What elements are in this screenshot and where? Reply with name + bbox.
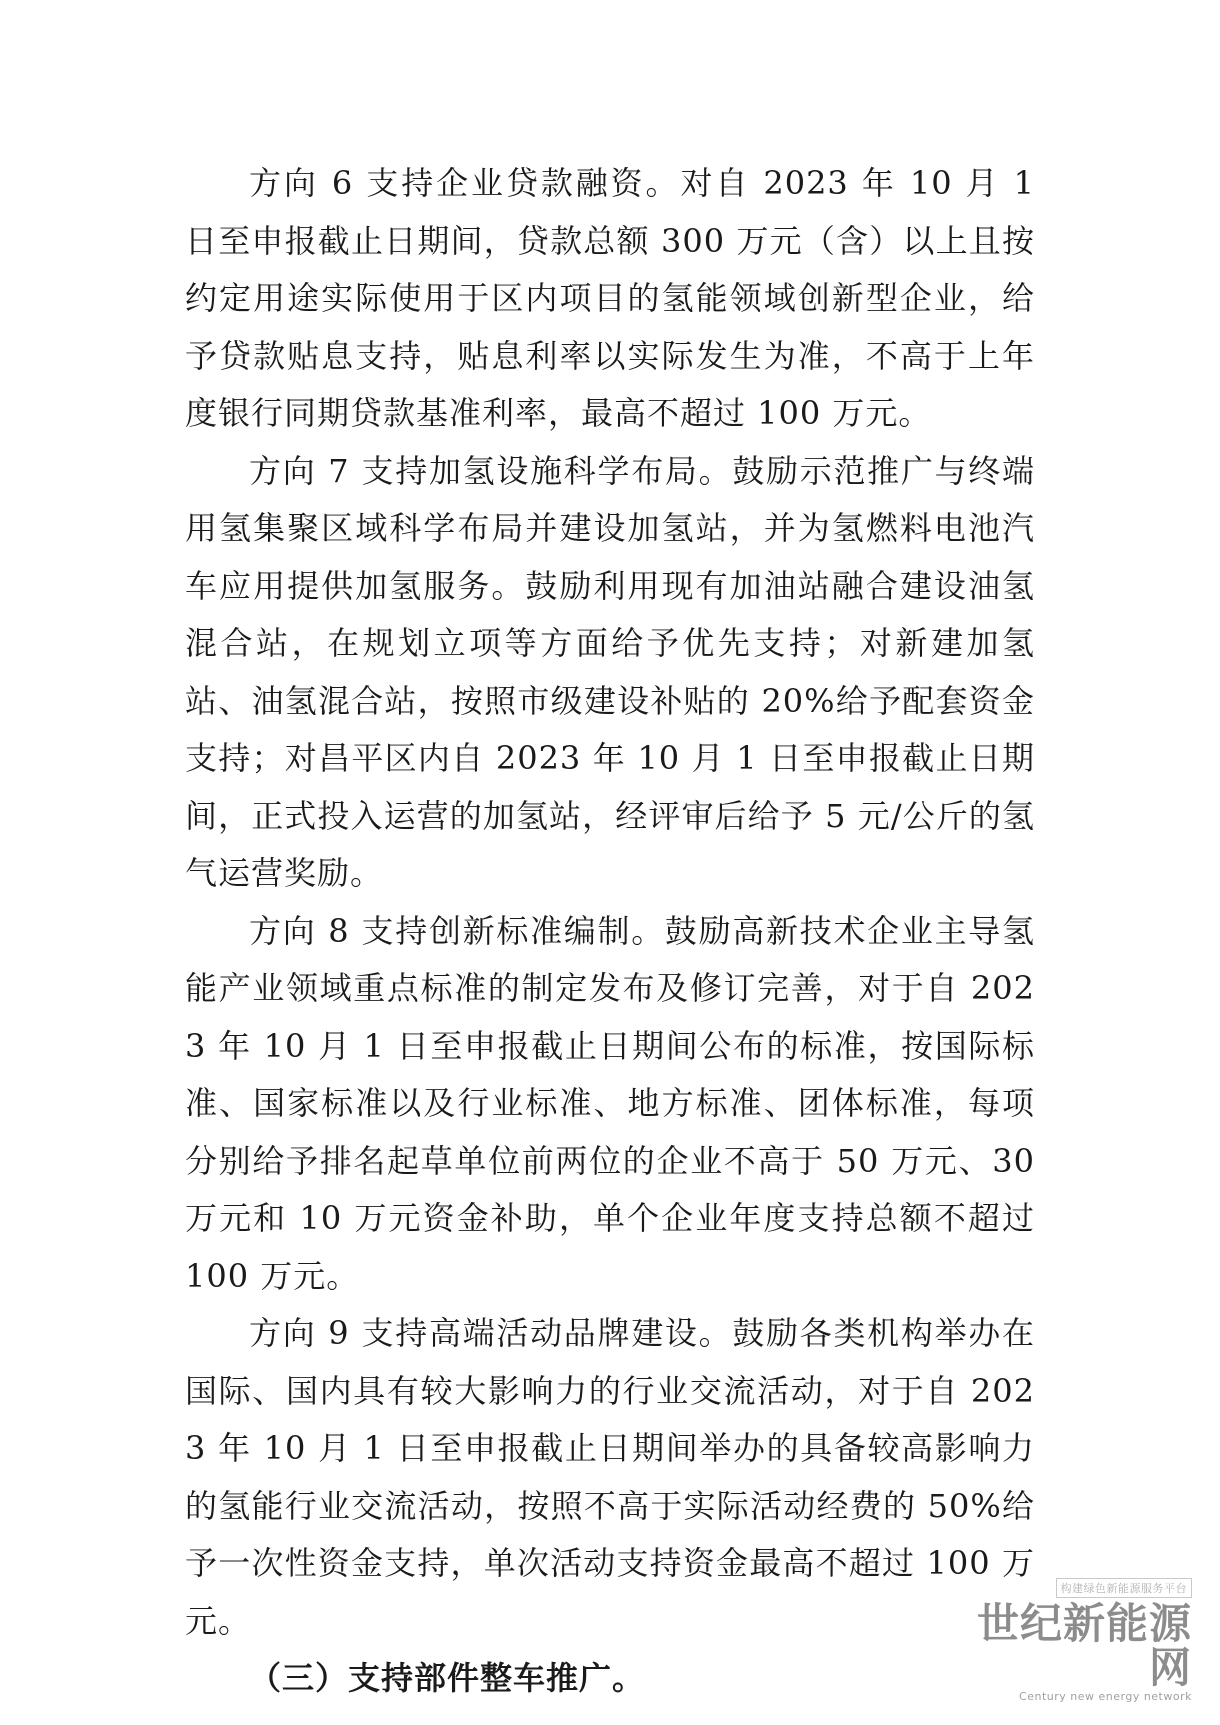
paragraph-direction-8: 方向 8 支持创新标准编制。鼓励高新技术企业主导氢能产业领域重点标准的制定发布及修订完善，对于自 2023 年 10 月 1 日至申报截止日期间公布的标准，按国际标准、国家标准以及行业标准、地方标准、团体标准，每项分别给予排名起草单位前两位的企业不高于 50 万元、30 万元和 10 万元资金补助，单个企业年度支持总额不超过 100 万元。	[185, 911, 1035, 1295]
paragraph-direction-9: 方向 9 支持高端活动品牌建设。鼓励各类机构举办在国际、国内具有较大影响力的行业交流活动，对于自 2023 年 10 月 1 日至申报截止日期间举办的具备较高影响力的氢能行业交流活动，按照不高于实际活动经费的 50%给予一次性资金支持，单次活动支持资金最高不超过 100 万元。	[185, 1314, 1035, 1640]
watermark-english: Century new energy network	[1019, 1690, 1192, 1703]
document-page	[185, 155, 1035, 1708]
paragraph-direction-6: 方向 6 支持企业贷款融资。对自 2023 年 10 月 1 日至申报截止日期间，贷款总额 300 万元（含）以上且按约定用途实际使用于区内项目的氢能领域创新型企业，给予贷款贴息支持，贴息利率以实际发生为准，不高于上年度银行同期贷款基准利率，最高不超过 100 万元。	[185, 164, 1035, 432]
watermark-brand: 世纪新能源网	[976, 1599, 1192, 1692]
paragraph-direction-7: 方向 7 支持加氢设施科学布局。鼓励示范推广与终端用氢集聚区域科学布局并建设加氢站，并为氢燃料电池汽车应用提供加氢服务。鼓励利用现有加油站融合建设油氢混合站，在规划立项等方面给予优先支持；对新建加氢站、油氢混合站，按照市级建设补贴的 20%给予配套资金支持；对昌平区内自 2023 年 10 月 1 日至申报截止日期间，正式投入运营的加氢站，经评审后给予 5 元/公斤的氢气运营奖励。	[185, 451, 1035, 892]
section-heading: （三）支持部件整车推广。	[249, 1659, 646, 1697]
watermark-tagline: 构建绿色新能源服务平台	[1056, 1578, 1193, 1598]
watermark	[962, 1577, 1192, 1703]
